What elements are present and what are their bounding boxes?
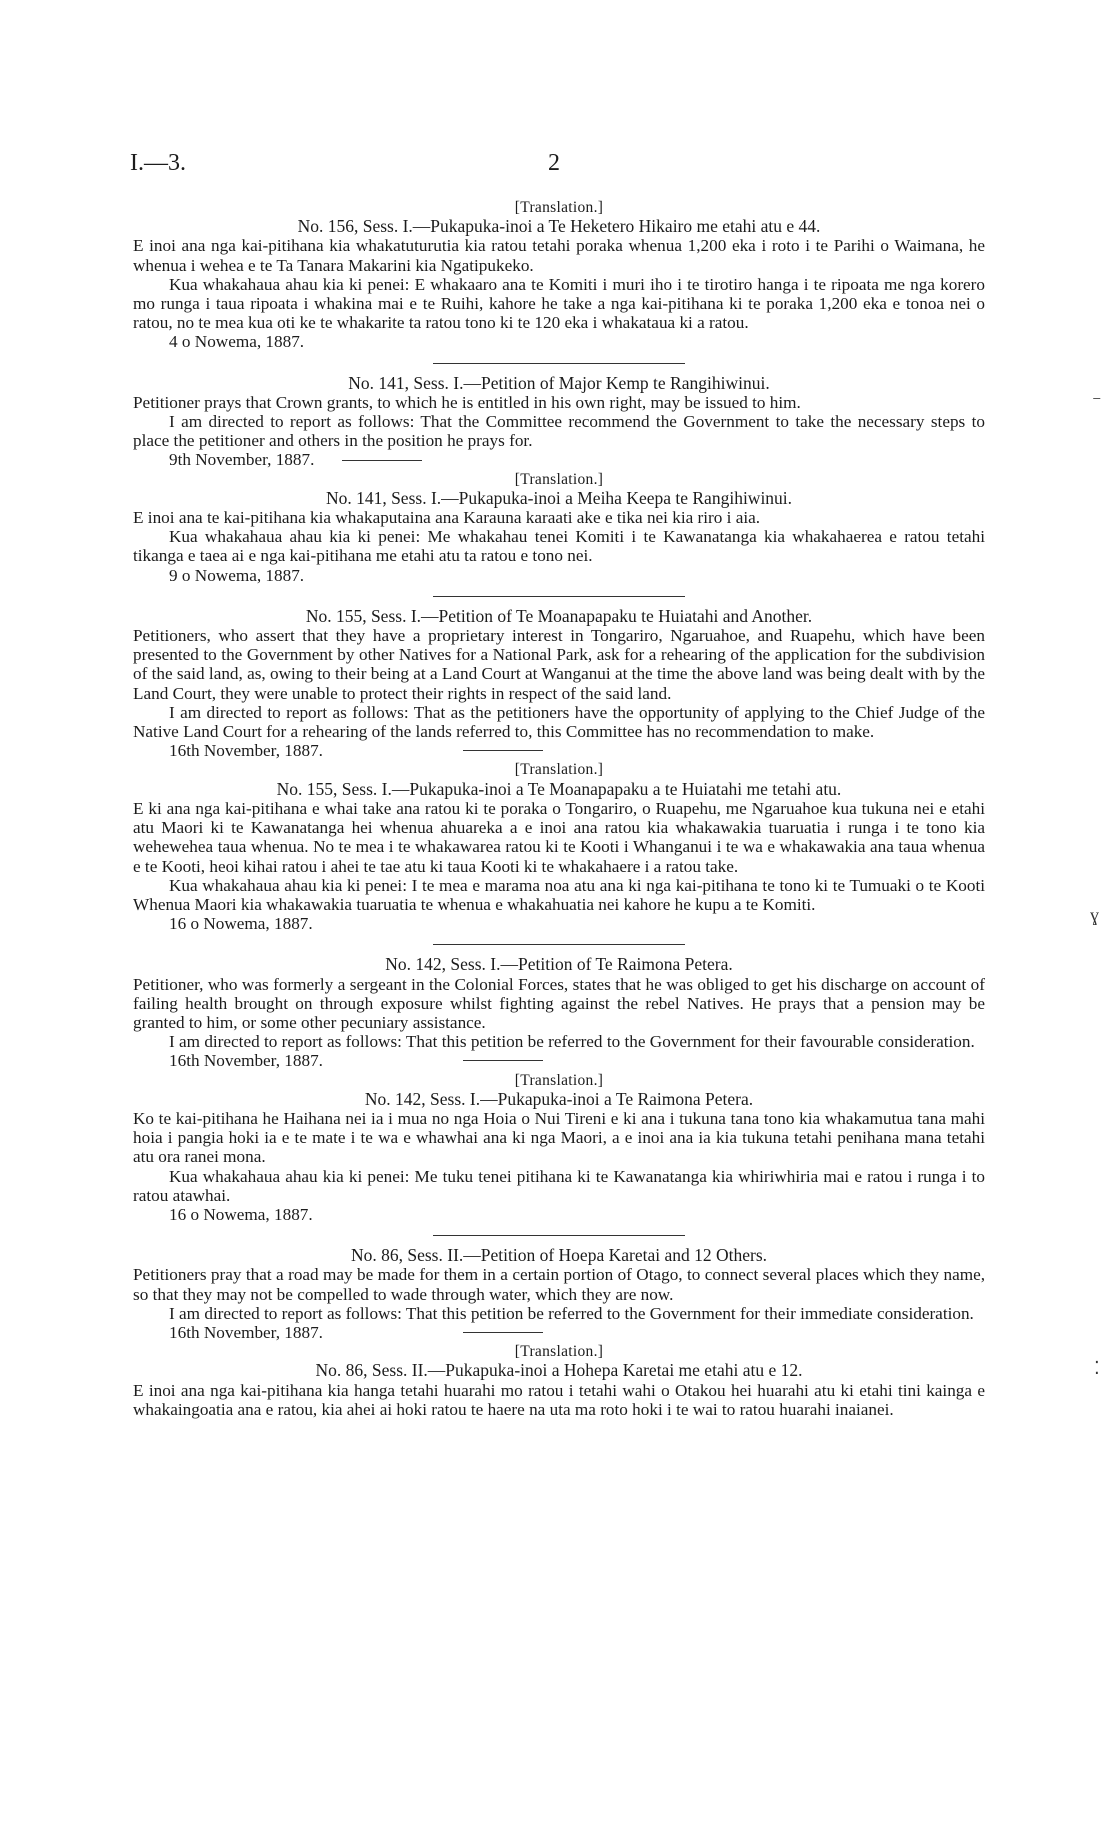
- translation-label: [Translation.]: [514, 199, 604, 216]
- translation-label: [Translation.]: [514, 761, 604, 779]
- petition-section: [133, 1246, 985, 1342]
- paragraph: I am directed to report as follows: That this petition be referred to the Government for their favourable consideration.: [169, 1032, 975, 1052]
- petition-section: [133, 198, 985, 352]
- paragraph: Kua whakahaua ahau kia ki penei: Me whakahau tenei Komiti i te Kawanatanga kia whakahaerea e ratou tetahi tikanga e taea ai e nga kai-pitihana me etahi atu ta ratou e tono nei.: [133, 527, 985, 566]
- section-title: No. 156, Sess. I.—Pukapuka-inoi a Te Heketero Hikairo me etahi atu e 44.: [297, 216, 821, 237]
- section-date: 16th November, 1887.: [169, 1322, 323, 1342]
- paragraph: Petitioners, who assert that they have a proprietary interest in Tongariro, Ngaruahoe, and Ruapehu, which have been presented to the Government by other Natives for a National Park, ask for a rehearing of the application for the subdivision of the said land, as, owing to their being at a Land Court at Wanganui at the time the above land was being dealt with by the Land Court, they were unable to protect their rights in respect of the said land.: [133, 626, 985, 703]
- section-date: 9th November, 1887.: [169, 450, 315, 470]
- petition-section: [133, 374, 985, 470]
- section-title: No. 155, Sess. I.—Pukapuka-inoi a Te Moanapapaku a te Huiatahi me tetahi atu.: [276, 778, 842, 799]
- paragraph: E inoi ana nga kai-pitihana kia whakatuturutia kia ratou tetahi poraka whenua 1,200 eka i roto i te Parihi o Waimana, he whenua i wehea e te Ta Tanara Makarini kia Ngatipukeko.: [133, 236, 985, 275]
- section-title: No. 155, Sess. I.—Petition of Te Moanapapaku te Huiatahi and Another.: [305, 605, 813, 626]
- short-divider: [342, 460, 422, 461]
- section-title: No. 142, Sess. I.—Petition of Te Raimona Petera.: [385, 954, 733, 975]
- section-date: 4 o Nowema, 1887.: [169, 332, 305, 352]
- petition-section: [133, 760, 985, 933]
- petition-section: [133, 1071, 985, 1225]
- margin-mark: ⁻: [1092, 392, 1102, 412]
- translation-label: [Translation.]: [514, 1071, 604, 1089]
- paragraph: Petitioner, who was formerly a sergeant in the Colonial Forces, states that he was obliged to get his discharge on account of failing health brought on through exposure whilst fighting against the rebel Natives. He prays that a pension may be granted to him, or some other pecuniary assistance.: [133, 974, 985, 1032]
- paragraph: Kua whakahaua ahau kia ki penei: Me tuku tenei pitihana ki te Kawanatanga kia whiriwhiria mai e ratou i runga i to ratou atawhai.: [133, 1166, 985, 1205]
- margin-mark: ɣ: [1090, 905, 1099, 925]
- section-date: 16th November, 1887.: [169, 1051, 323, 1071]
- section-title: No. 86, Sess. II.—Petition of Hoepa Karetai and 12 Others.: [350, 1245, 768, 1266]
- short-divider: [463, 1060, 543, 1061]
- short-divider: [463, 750, 543, 751]
- section-date: 16th November, 1887.: [169, 741, 323, 761]
- paragraph: E ki ana nga kai-pitihana e whai take ana ratou ki te poraka o Tongariro, o Ruapehu, me Ngaruahoe kua tukuna nei e etahi atu Maori ki te Kawanatanga hei whenua ahuareka a e inoi ana ratou kia whakawakia tuaruatia i runga i te tono kia wehewehea taua whenua. No te mea i te whakawarea ratou ki te Kooti i Whanganui i te wa e whakawakia ana taua whenua e te Kooti, heoi kihai ratou i ahei te tae atu ki taua Kooti ki te whakahaere i a ratou take.: [133, 798, 985, 876]
- paragraph: Kua whakahaua ahau kia ki penei: I te mea e marama noa atu ana ki nga kai-pitihana te tono ki te Tumuaki o te Kooti Whenua Maori kia whakawakia tuaruatia te whenua e whakahuatia nei kahore he kupu a te Komiti.: [133, 875, 985, 914]
- paragraph: I am directed to report as follows: That the Committee recommend the Government to take the necessary steps to place the petitioner and others in the position he prays for.: [133, 412, 985, 451]
- petition-section: [133, 470, 985, 585]
- paragraph: Petitioners pray that a road may be made for them in a certain portion of Otago, to connect several places which they name, so that they may not be compelled to wade through water, which they are now.: [133, 1265, 985, 1304]
- document-body: [133, 198, 985, 1419]
- paragraph: Petitioner prays that Crown grants, to which he is entitled in his own right, may be issued to him.: [133, 392, 801, 412]
- petition-section: [133, 1342, 985, 1419]
- margin-mark: ⁚: [1094, 1358, 1100, 1378]
- section-divider: [433, 944, 685, 945]
- paragraph: Ko te kai-pitihana he Haihana nei ia i mua no nga Hoia o Nui Tireni e ki ana i tukuna tana tono kia whakamutua tana mahi hoia i pangia hoki ia e te mate i te wa e whawhai ana ki nga Maori, a e inoi ana ia kia tukuna tetahi penihana mana tetahi atu ora ranei mona.: [133, 1108, 985, 1167]
- section-title: No. 141, Sess. I.—Pukapuka-inoi a Meiha Keepa te Rangihiwinui.: [325, 487, 793, 508]
- petition-section: [133, 607, 985, 761]
- section-divider: [433, 363, 685, 364]
- translation-label: [Translation.]: [514, 1343, 604, 1361]
- paragraph: I am directed to report as follows: That this petition be referred to the Government for their immediate consideration.: [169, 1303, 974, 1323]
- document-reference: I.—3.: [130, 150, 186, 176]
- paragraph: Kua whakahaua ahau kia ki penei: E whakaaro ana te Komiti i muri iho i te tirotiro hanga i te ripoata me nga korero mo runga i taua ripoata i whakina mai e te Ruihi, kahore he take a nga kai-pitihana ki te poraka 1,200 eka e tonoa nei o ratou, no te mea kua oti ke te whakarite ta ratou tono ki te 120 eka i whakataua ki a ratou.: [133, 274, 985, 333]
- section-title: No. 86, Sess. II.—Pukapuka-inoi a Hohepa Karetai me etahi atu e 12.: [315, 1360, 803, 1381]
- section-title: No. 141, Sess. I.—Petition of Major Kemp te Rangihiwinui.: [348, 372, 770, 393]
- section-title: No. 142, Sess. I.—Pukapuka-inoi a Te Raimona Petera.: [364, 1088, 754, 1109]
- section-divider: [433, 596, 685, 597]
- section-date: 9 o Nowema, 1887.: [169, 565, 305, 585]
- section-date: 16 o Nowema, 1887.: [169, 1204, 313, 1224]
- paragraph: I am directed to report as follows: That as the petitioners have the opportunity of applying to the Chief Judge of the Native Land Court for a rehearing of the lands referred to, this Committee has no recommendation to make.: [133, 702, 985, 742]
- paragraph: E inoi ana te kai-pitihana kia whakaputaina ana Karauna karaati ake e tika nei kia riro i aia.: [133, 508, 761, 528]
- section-divider: [433, 1235, 685, 1236]
- page-number: 2: [548, 150, 560, 176]
- petition-section: [133, 955, 985, 1070]
- section-date: 16 o Nowema, 1887.: [169, 914, 313, 934]
- translation-label: [Translation.]: [514, 470, 604, 488]
- short-divider: [463, 1332, 543, 1333]
- paragraph: E inoi ana nga kai-pitihana kia hanga tetahi huarahi mo ratou i tetahi wahi o Otakou hei huarahi atu ki etahi tini kainga e whakaingoatia ana e ratou, kia ahei ai hoki ratou te haere na uta ma roto hoki i te wai to ratou huarahi inaianei.: [133, 1380, 985, 1419]
